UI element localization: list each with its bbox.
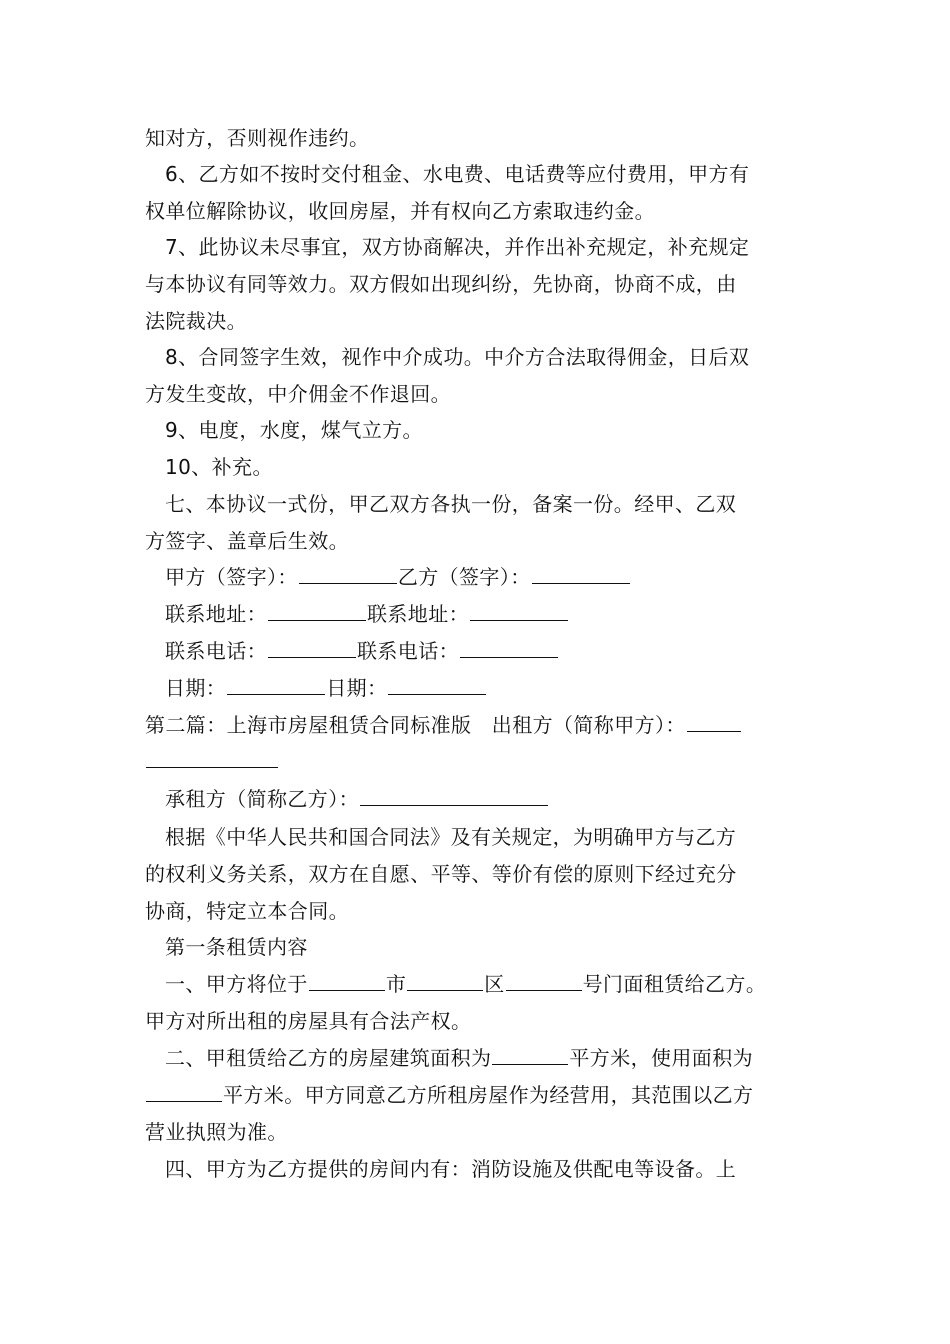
text-line: 营业执照为准。 (145, 1120, 288, 1144)
party-a-signature-label: 甲方（签字）： (165, 565, 298, 589)
text-line: 10、补充。 (165, 455, 273, 479)
address-label: 联系地址： (165, 602, 267, 626)
date-blank (227, 676, 325, 695)
text-line: 法院裁决。 (145, 309, 247, 333)
address-line (165, 600, 569, 628)
area-label: 二、甲租赁给乙方的房屋建筑面积为 (165, 1046, 492, 1070)
lessor-blank-continuation (145, 747, 279, 775)
city-blank (309, 972, 385, 991)
district-label: 区 (484, 972, 505, 996)
text-line: 9、电度，水度，煤气立方。 (165, 418, 423, 442)
text-line: 权单位解除协议，收回房屋，并有权向乙方索取违约金。 (145, 199, 655, 223)
signature-blank (532, 565, 630, 584)
section-heading-line (145, 711, 742, 739)
text-line: 7、此协议未尽事宜，双方协商解决，并作出补充规定，补充规定 (165, 235, 750, 259)
text-line: 的权利义务关系，双方在自愿、平等、等价有偿的原则下经过充分 (145, 862, 737, 886)
signature-line (165, 563, 631, 591)
phone-blank (460, 639, 558, 658)
lessee-label: 承租方（简称乙方）： (165, 787, 359, 811)
area-blank (492, 1046, 568, 1065)
lessor-blank (146, 749, 278, 768)
address-blank (268, 602, 366, 621)
location-line (165, 970, 766, 998)
district-blank (407, 972, 483, 991)
area-unit-text: 平方米。甲方同意乙方所租房屋作为经营用，其范围以乙方 (223, 1083, 754, 1107)
signature-blank (299, 565, 397, 584)
usable-area-blank (146, 1083, 222, 1102)
date-label: 日期： (326, 676, 388, 700)
area-unit-label: 平方米，使用面积为 (569, 1046, 754, 1070)
text-line: 知对方，否则视作违约。 (145, 126, 370, 150)
text-line: 6、乙方如不按时交付租金、水电费、电话费等应付费用，甲方有 (165, 162, 750, 186)
address-label: 联系地址： (367, 602, 469, 626)
lessee-blank (360, 787, 548, 806)
location-label: 一、甲方将位于 (165, 972, 308, 996)
area-line (165, 1044, 753, 1072)
phone-line (165, 637, 559, 665)
lessee-line (165, 785, 549, 813)
text-line: 协商，特定立本合同。 (145, 899, 349, 923)
city-label: 市 (385, 972, 407, 996)
text-line: 与本协议有同等效力。双方假如出现纠纷，先协商，协商不成，由 (145, 272, 737, 296)
text-line: 甲方对所出租的房屋具有合法产权。 (145, 1009, 472, 1033)
area-line-continuation (145, 1081, 753, 1109)
phone-label: 联系电话： (357, 639, 459, 663)
number-blank (506, 972, 582, 991)
section-heading: 第二篇：上海市房屋租赁合同标准版 出租方（简称甲方）： (145, 713, 686, 737)
text-line: 根据《中华人民共和国合同法》及有关规定，为明确甲方与乙方 (165, 825, 737, 849)
date-blank (388, 676, 486, 695)
party-b-signature-label: 乙方（签字）： (397, 565, 531, 589)
text-line: 四、甲方为乙方提供的房间内有：消防设施及供配电等设备。上 (165, 1157, 737, 1181)
text-line: 方签字、盖章后生效。 (145, 529, 349, 553)
article-heading: 第一条租赁内容 (165, 935, 308, 959)
number-label: 号门面租赁给乙方。 (582, 972, 767, 996)
phone-blank (268, 639, 356, 658)
lessor-blank (687, 713, 741, 732)
text-line: 8、合同签字生效，视作中介成功。中介方合法取得佣金，日后双 (165, 345, 750, 369)
date-line (165, 674, 487, 702)
date-label: 日期： (165, 676, 227, 700)
text-line: 七、本协议一式份，甲乙双方各执一份，备案一份。经甲、乙双 (165, 492, 737, 516)
address-blank (470, 602, 568, 621)
text-line: 方发生变故，中介佣金不作退回。 (145, 382, 451, 406)
phone-label: 联系电话： (165, 639, 267, 663)
